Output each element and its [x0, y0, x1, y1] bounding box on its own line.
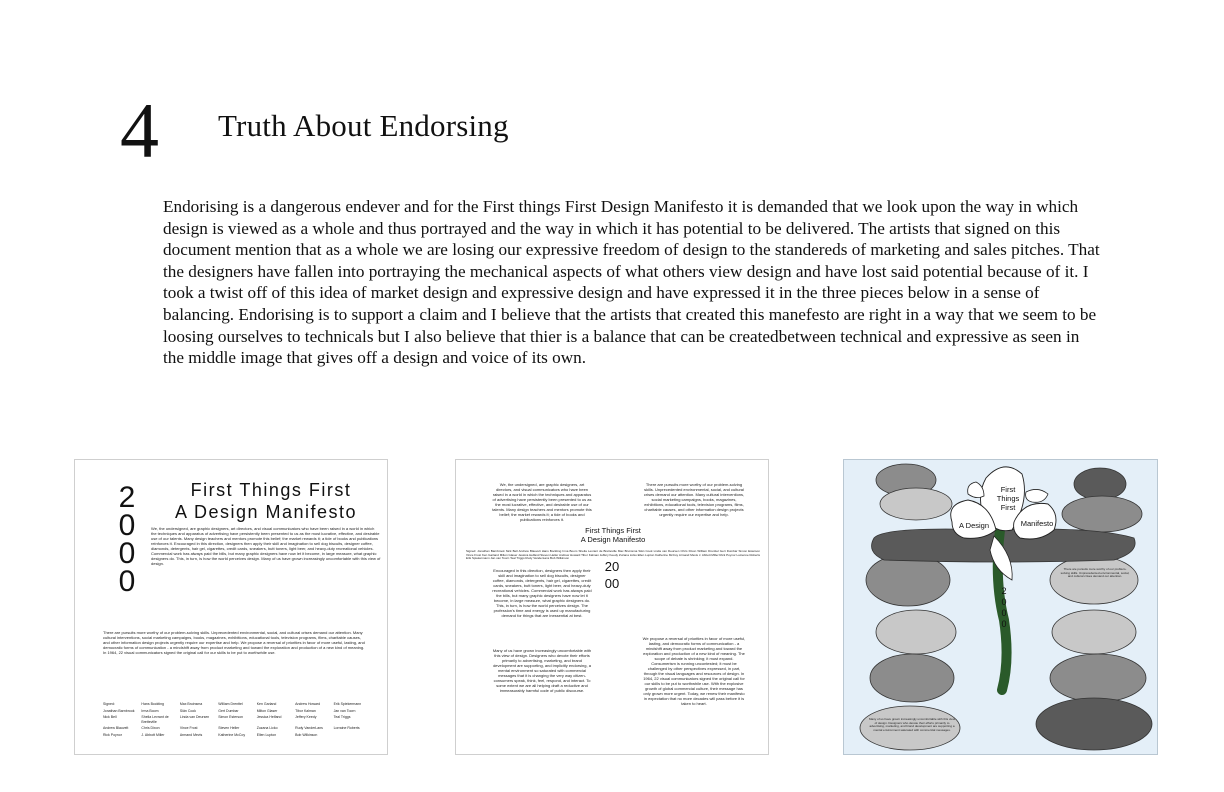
- poster-column-right-top: There are pursuits more worthy of our problem-solving skills. Unprecedented environmental, social, and cultural crises demand our attention. Many cultural interventions, social marketing campaigns, books, magazines, exhibitions, educational tools, television programs, films, charitable causes, and other information design projects urgently require our expertise and help.: [643, 482, 745, 517]
- manifesto-poster-middle: [455, 459, 769, 755]
- signer-name: Chris Dixon: [141, 726, 160, 730]
- balanced-stones-illustration: [843, 459, 1158, 755]
- poster-center-year: 2000: [604, 559, 620, 591]
- stone: [1052, 610, 1136, 654]
- poster-title-line2: A Design Manifesto: [174, 502, 358, 522]
- signer-name: Ellen Lupton: [256, 732, 277, 737]
- signer-name: Lorraine Roberts: [333, 726, 360, 730]
- poster-signers-band: Signed: Jonathan Barnbrook Nick Bell Andrew Blauvelt Hans Bockting Irma Boom Sheila Levrant de Bretteville Max Bruinsma Siân Cook Linda van Deursen Chris Dixon William Drenttel Gert Dumbar Simon Esterson Vince Frost Ken Garland Milton Glaser Jessica Helfand Steven Heller Andrew Howard Tibor Kalman Jeffery Keedy Zuzana Licko Ellen Lupton Katherine McCoy Armand Mevis J. Abbott Miller Rick Poynor Lucienne Roberts Erik Spiekermann Jan van Toorn Teal Triggs Rudy VanderLans Bob Wilkinson: [466, 549, 760, 560]
- signer-name: Siân Cook: [179, 708, 196, 713]
- signer-name: Signed:: [103, 702, 115, 706]
- signer-name: Linda van Deursen: [179, 715, 210, 719]
- flower-petal: [1026, 489, 1048, 502]
- signer-name: Bob Wilkinson: [295, 732, 318, 737]
- stone: [1062, 496, 1142, 532]
- stone: [876, 610, 956, 654]
- signer-name: Andrew Blauvelt: [103, 726, 129, 730]
- signers-list: [103, 702, 369, 737]
- flower-left-petal-text: A Design: [958, 521, 990, 530]
- stone-bottom-text: Many of us have grown increasingly uncomfortable with this view of design. Designers who devote their efforts primarily to advertising, marketing, and brand development are supporting a mental environment saturated with commercial messages.: [868, 717, 956, 732]
- stone: [870, 654, 954, 702]
- signer-name: Teal Triggs: [333, 715, 351, 719]
- poster-year: 2000: [118, 481, 136, 598]
- poster-column-left-bottom: Many of us have grown increasingly uncomfortable with this view of design. Designers who devote their efforts primarily to advertising, marketing, and brand development are supporting, and implicitly endorsing, a mental environment so saturated with commercial messages that it is changing the very way citizen-consumers speak, think, feel, respond, and interact. To some extent we are all helping draft a reductive and immeasurably harmful code of public discourse.: [492, 648, 592, 693]
- chapter-number: 4: [120, 87, 159, 174]
- poster-column-left-top: We, the undersigned, are graphic designers, art directors, and visual communicators who have been raised in a world in which the techniques and apparatus of advertising have persistently been presented to us as the most lucrative, effective, and desirable use of our talents. Many design teachers and mentors promote this belief; the market rewards it; a tide of books and publications reinforces it.: [492, 482, 592, 522]
- flower-right-petal-text: Manifesto: [1020, 519, 1054, 528]
- signer-name: Tibor Kalman: [295, 708, 316, 713]
- signer-name: Erik Spiekermann: [333, 702, 362, 706]
- chapter-title: Truth About Endorsing: [218, 108, 509, 143]
- poster-center-title: [576, 526, 650, 544]
- signer-name: Armand Mevis: [179, 732, 203, 737]
- signer-name: Rudy VanderLans: [295, 726, 323, 730]
- signer-name: Andrew Howard: [295, 702, 321, 706]
- signer-name: Gert Dumbar: [218, 708, 239, 713]
- stem-year-text: 2 0 0 0: [1001, 586, 1007, 629]
- signer-name: Jessica Helfand: [256, 715, 282, 719]
- signer-name: Simon Esterson: [218, 715, 243, 719]
- poster-center-title-line1: First Things First: [585, 526, 641, 535]
- signer-name: Jan van Toorn: [333, 708, 356, 713]
- stone-right-text: There are pursuits more worthy of our problem-solving skills. Unprecedented environmental, social, and cultural crises demand our attention.: [1060, 567, 1130, 579]
- poster-center-title-line2: A Design Manifesto: [580, 535, 646, 544]
- signer-name: Nick Bell: [103, 715, 117, 719]
- signer-name: Steven Heller: [218, 726, 240, 730]
- signer-name: J. Abbott Miller: [141, 732, 165, 737]
- signer-name: Milton Glaser: [256, 708, 278, 713]
- flower-petal: [968, 482, 984, 498]
- signer-name: Zuzana Licko: [256, 726, 278, 730]
- signer-name: Ken Garland: [256, 702, 277, 706]
- signer-name: Irma Boom: [141, 708, 159, 713]
- body-paragraph: Endorising is a dangerous endever and for the First things First Design Manifesto it is demanded that we look upon the way in which design is viewed as a whole and thus portrayed and the way in which it has potential to be delivered. The artists that signed on this document mention that as a whole we are losing our expressive freedom of design to the standereds of marketing and sales pitches. That the designers have fallen into portraying the mechanical aspects of what others view design and have lost said potential because of it. I took a twist off of this idea of market design and expressive design and have expressed it in the three pieces below in a sense of balancing. Endorising is to support a claim and I believe that the artists that created this manefesto are right in a way that we seem to be loosing ourselves to technicals but I also believe that thier is a balance that can be createdbetween technical and expressive as seen in the middle image that gives off a design and voice of its own.: [163, 197, 1100, 368]
- stones-svg: [844, 460, 1158, 755]
- stone: [1050, 556, 1138, 604]
- stone: [880, 488, 952, 520]
- signer-name: Katherine McCoy: [218, 732, 246, 737]
- poster-column-left-middle: Encouraged in this direction, designers then apply their skill and imagination to sell dog biscuits, designer coffee, diamonds, detergents, hair gel, cigarettes, credit cards, sneakers, butt toners, light beer, and heavy-duty recreational vehicles. Commercial work has always paid the bills, but many graphic designers have now let it become, in large measure, what graphic designers do. This, in turn, is how the world perceives design. The profession's time and energy is used up manufacturing demand for things that are inessential at best.: [492, 568, 592, 618]
- poster-body-text-a: We, the undersigned, are graphic designers, art directors, and visual communicators who have been raised in a world in which the techniques and apparatus of advertising have persistently been presented to us as the most lucrative, effective, and desirable use of our talents. Many design teachers and mentors promote this belief; the market rewards it; a tide of books and publications reinforces it. Encouraged in this direction, designers then apply their skill and imagination to sell dog biscuits, designer coffee, diamonds, detergents, hair gel, cigarettes, credit cards, sneakers, butt toners, light beer, and heavy-duty recreational vehicles. Commercial work has always paid the bills, but many graphic designers have now let it become, in large measure, what graphic designers do. This, in turn, is how the world perceives design. Many of us have grown increasingly uncomfortable with this view of design.: [151, 526, 381, 566]
- poster-column-right-bottom: We propose a reversal of priorities in favor of more useful, lasting, and democratic forms of communication - a mindshift away from product marketing and toward the exploration and production of a new kind of meaning. The scope of debate is shrinking; it must expand. Consumerism is running uncontested; it must be challenged by other perspectives expressed, in part, through the visual languages and resources of design. In 1964, 22 visual communicators signed the original call for our skills to be put to worthwhile use. With the explosive growth of global commercial culture, their message has only grown more urgent. Today, we renew their manifesto in expectation that no more decades will pass before it is taken to heart.: [642, 636, 746, 706]
- signer-name: Rick Poynor: [103, 732, 122, 737]
- signer-name: Jonathan Barnbrook: [103, 708, 135, 713]
- signer-name: William Drenttel: [218, 702, 243, 706]
- stone: [1036, 698, 1152, 750]
- stone: [1074, 468, 1126, 500]
- poster-body-text-b: There are pursuits more worthy of our problem-solving skills. Unprecedented environmental, social, and cultural crises demand our attention. Many cultural interventions, social marketing campaigns, books, magazines, exhibitions, educational tools, television programs, films, charitable causes, and other information design projects urgently require our expertise and help. We propose a reversal of priorities in favor of more useful, lasting, and democratic forms of communication - a mindshift away from product marketing and toward the exploration and production of a new kind of meaning. In 1964, 22 visual communicators signed the original call for our skills to be put to worthwhile use.: [103, 630, 365, 655]
- signer-name: Vince Frost: [179, 726, 198, 730]
- stone: [866, 554, 950, 606]
- signer-name: Hans Bockting: [141, 702, 164, 706]
- signer-name: Jeffery Keedy: [295, 715, 317, 719]
- flower-title: First Things First: [996, 485, 1020, 512]
- poster-title-line1: First Things First: [190, 480, 352, 500]
- signer-name: Max Bruinsma: [179, 702, 203, 706]
- stone: [1050, 654, 1146, 702]
- signer-name: Sheila Levrant de Bretteville: [141, 715, 169, 724]
- manifesto-poster-left: [74, 459, 388, 755]
